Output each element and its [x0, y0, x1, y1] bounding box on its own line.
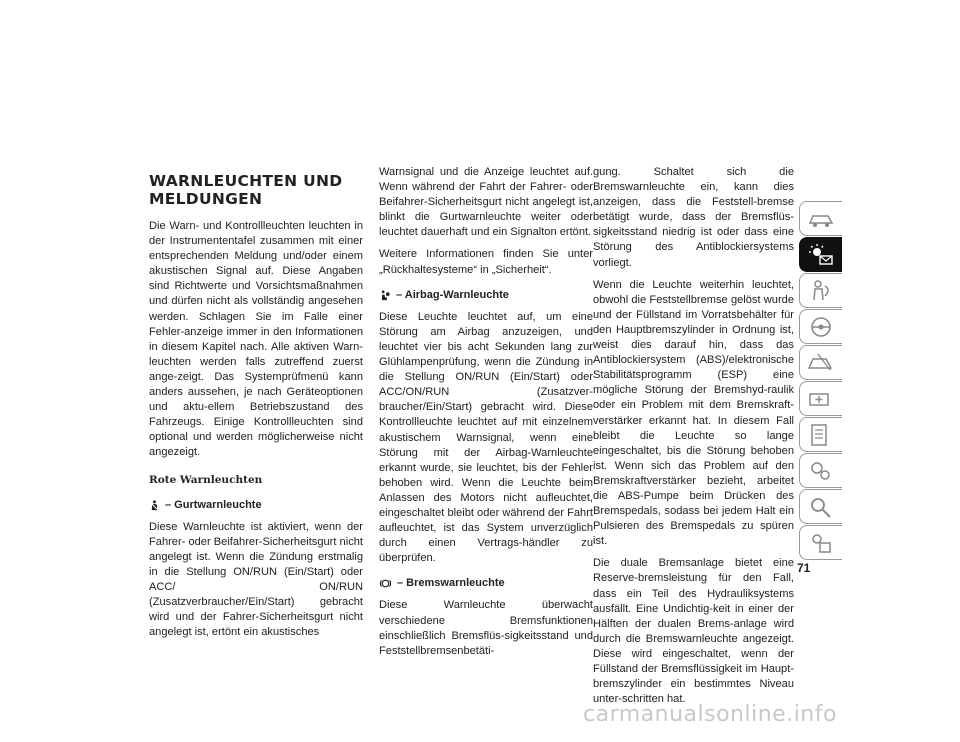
seatbelt-title: – Gurtwarnleuchte — [165, 498, 262, 511]
column-3 — [593, 165, 794, 714]
emergency-icon — [806, 386, 836, 412]
airbag-paragraph: Diese Leuchte leuchtet auf, um eine Störung am Airbag anzuzeigen, und leuchtet vier bis acht Sekunden lang zur Glühlampenprüfung, wenn die Zündung in die Stellung ON/RUN (Ein/Start) oder ACC/ON/RUN (Zusatzver-braucher/Ein/Start) gebracht wird. Diese Kontrollleuchte leuchtet auf mit einzelnem akustischem Warnsignal, wenn eine Störung mit der Airbag-Warnleuchte erkannt wurde, sie leuchtet, bis der Fehler behoben wird. Wenn die Leuchte beim Anlassen des Motors nicht aufleuchtet, eingeschaltet bleibt oder während der Fahrt aufleuchtet, ist das System unverzüglich durch einen Vertrags-händler zu überprüfen. — [379, 310, 593, 565]
page-number: 71 — [797, 561, 811, 575]
more-info-paragraph: Weitere Informationen finden Sie unter „Rückhaltesysteme“ in „Sicherheit“. — [379, 248, 593, 276]
watermark: carmanualsonline.info — [583, 702, 837, 727]
airbag-warning-icon — [379, 290, 391, 301]
brake-continued-paragraph: gung. Schaltet sich die Bremswarnleuchte ein, kann dies anzeigen, dass die Feststell-bremse betätigt wurde, dass der Bremsflüs-sigkeitsstand niedrig ist oder dass eine Störung des Antiblockiersystems vorliegt. — [593, 166, 794, 269]
page-title: WARNLEUCHTEN UND MELDUNGEN — [149, 172, 343, 208]
chapter-tab-tech[interactable] — [799, 525, 842, 560]
seatbelt-heading — [149, 498, 363, 513]
warning-lights-icon — [806, 242, 836, 268]
specifications-icon — [806, 458, 836, 484]
brake-paragraph: Diese Warnleuchte überwacht verschiedene Bremsfunktionen einschließlich Bremsflüs-sigkeitsstand und Feststellbremsenbetäti- — [379, 599, 593, 657]
safety-icon — [806, 278, 836, 304]
chapter-tab-specifications[interactable] — [799, 453, 842, 488]
airbag-heading — [379, 288, 593, 303]
seatbelt-continued-paragraph: Warnsignal und die Anzeige leuchtet auf. Wenn während der Fahrt der Fahrer- oder Beifahrer-Sicherheitsgurt nicht angelegt ist, blinkt die Gurtwarnleuchte weiter oder leuchtet dauerhaft und ein Signalton ertönt. — [379, 166, 593, 239]
tech-icon — [806, 530, 836, 556]
index-icon — [806, 494, 836, 520]
dual-brake-paragraph: Die duale Bremsanlage bietet eine Reserve-bremsleistung für den Fall, dass ein Teil des Hydrauliksystems ausfällt. Eine Undichtig-keit in einer der Hälften der dualen Brems-anlage wird durch die Bremswarnleuchte angezeigt. Diese wird eingeschaltet, wenn der Füllstand der Bremsflüssigkeit im Haupt-bremszylinder ein bestimmtes Niveau unter-schritten hat. — [593, 557, 794, 706]
brake-warning-icon — [379, 578, 392, 589]
chapter-tab-index[interactable] — [799, 489, 842, 524]
column-2 — [379, 165, 593, 666]
chapter-tab-emergency[interactable] — [799, 381, 842, 416]
steering-wheel-icon — [806, 314, 836, 340]
seatbelt-warning-icon — [149, 500, 160, 511]
chapter-tab-warning-lights[interactable] — [799, 237, 842, 272]
chapter-tab-driving[interactable] — [799, 345, 842, 380]
brake-heading — [379, 576, 593, 591]
chapter-tab-service[interactable] — [799, 417, 842, 452]
section-title-red-warning: Rote Warnleuchten — [149, 473, 263, 486]
chapter-tab-safety[interactable] — [799, 273, 842, 308]
brake-title: – Bremswarnleuchte — [397, 577, 505, 590]
service-icon — [806, 422, 836, 448]
airbag-title: – Airbag-Warnleuchte — [396, 288, 509, 301]
chapter-tab-vehicle[interactable] — [799, 201, 842, 236]
vehicle-info-icon — [806, 206, 836, 232]
driving-icon — [806, 350, 836, 376]
chapter-tab-steering[interactable] — [799, 309, 842, 344]
intro-paragraph: Die Warn- und Kontrollleuchten leuchten in der Instrumententafel zusammen mit einer entsprechenden Meldung und/oder einem akustischen Signal auf. Diese Angaben sind Richtwerte und Vorsichtsmaßnahmen und dürfen nicht als vollständig angesehen werden. Schlagen Sie im Falle einer Fehler-anzeige immer in den Informationen in diesem Kapitel nach. Alle aktiven Warn-leuchten werden falls zutreffend zuerst ange-zeigt. Das Systemprüfmenü kann anders aussehen, je nach Geräteoptionen und aktu-ellem Betriebszustand des Fahrzeugs. Einige Kontrollleuchten sind optional und werden möglicherweise nicht angezeigt. — [149, 220, 363, 459]
seatbelt-paragraph: Diese Warnleuchte ist aktiviert, wenn der Fahrer- oder Beifahrer-Sicherheitsgurt nicht angelegt ist. Wenn die Zündung erstmalig in die Stellung ON/RUN (Ein/Start) oder ACC/ ON/RUN (Zusatzverbraucher/Ein/Start) gebracht wird und der Fahrer-Sicherheitsgurt nicht angelegt ist, ertönt ein akustisches — [149, 520, 363, 639]
brake-persistent-paragraph: Wenn die Leuchte weiterhin leuchtet, obwohl die Feststellbremse gelöst wurde und der Füllstand im Vorratsbehälter für den Hauptbremszylinder in Ordnung ist, weist dies darauf hin, dass das Antiblockiersystem (ABS)/elektronische Stabilitätsprogramm (ESP) eine mögliche Störung der Bremshyd-raulik oder ein Problem mit dem Bremskraft-verstärker erkannt hat. In diesem Fall bleibt die Leuchte so lange eingeschaltet, bis die Störung behoben ist. Wenn sich das Problem auf den Bremskraftverstärker bezieht, arbeitet die ABS-Pumpe beim Drücken des Bremspedals, sodass bei jedem Halt ein Pulsieren des Bremspedals zu spüren ist. — [593, 278, 794, 548]
column-1 — [149, 170, 363, 647]
